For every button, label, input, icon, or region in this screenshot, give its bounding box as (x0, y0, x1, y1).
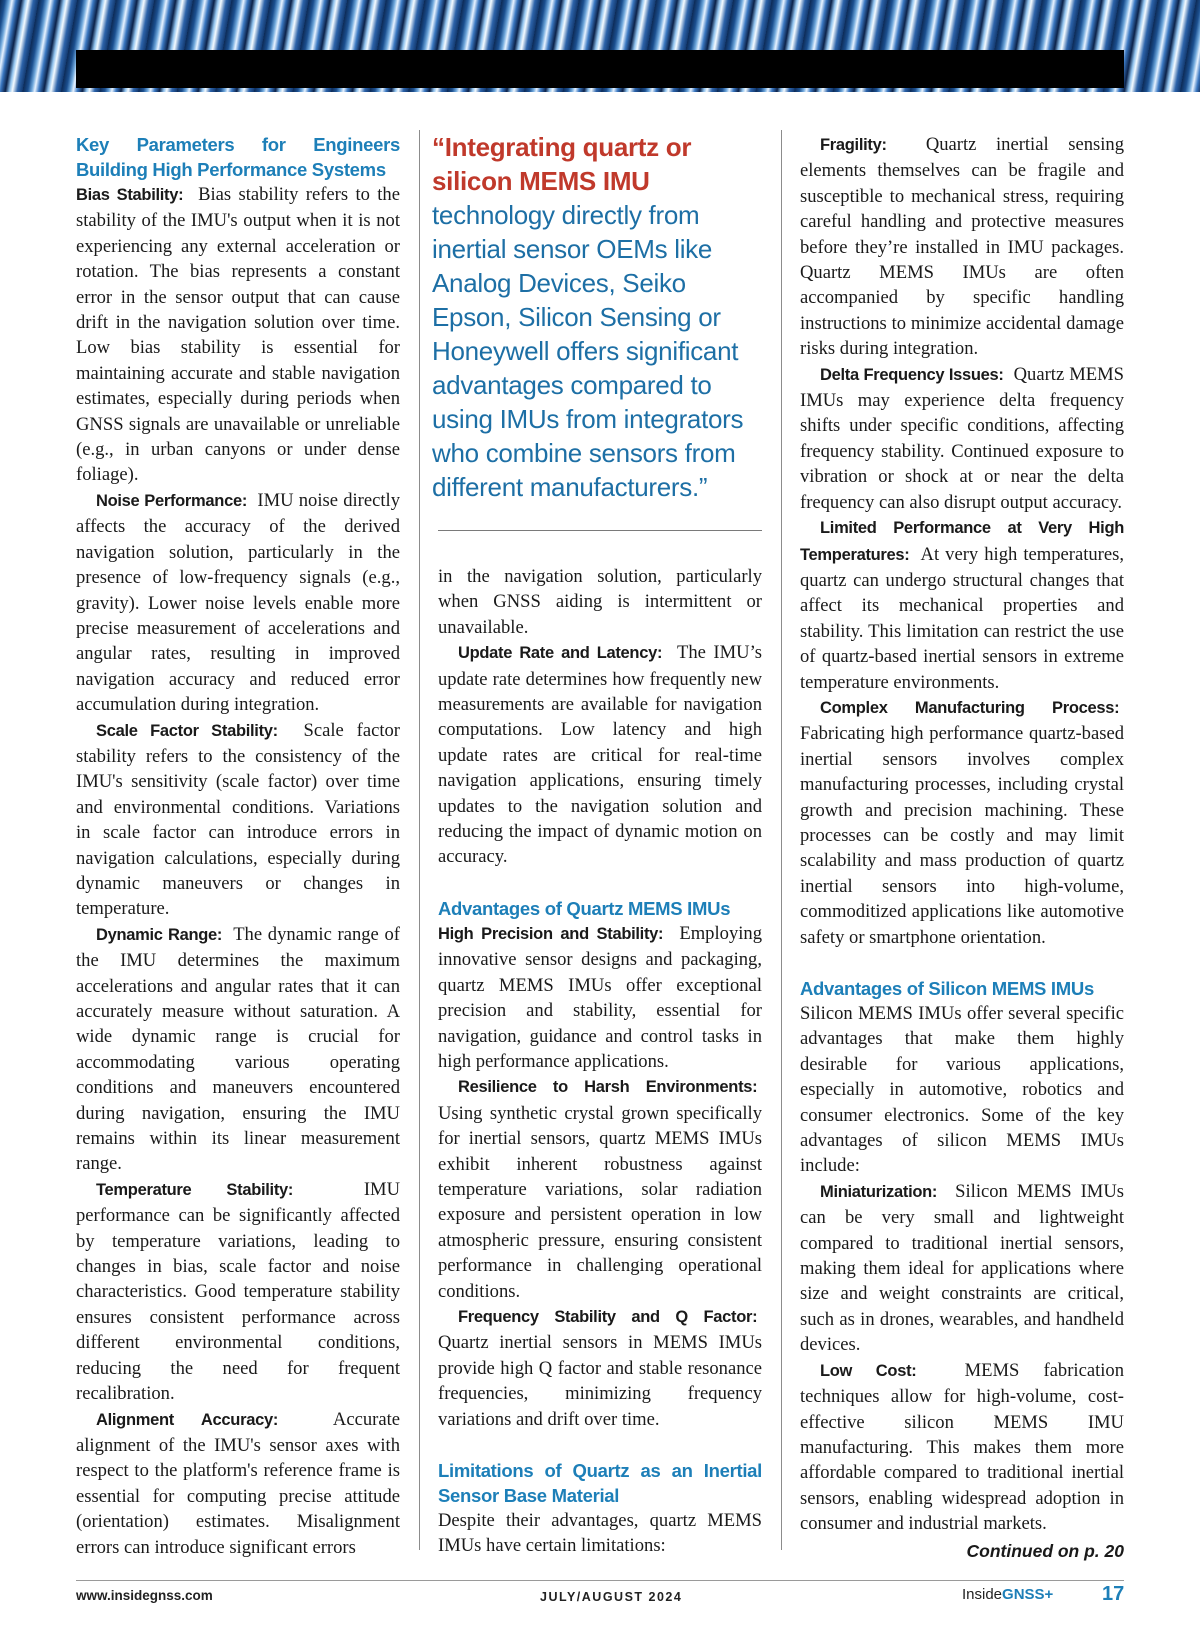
term: Limited Performance at Very High Temperatures: (800, 519, 1124, 564)
paragraph-high-temperatures (800, 515, 1124, 695)
section-heading-quartz-limitations: Limitations of Quartz as an Inertial Sensor Base Material (438, 1460, 762, 1506)
term: Resilience to Harsh Environments: (458, 1078, 758, 1097)
footer-url[interactable]: www.insidegnss.com (76, 1588, 213, 1603)
pull-quote (432, 130, 762, 504)
paragraph-text: Scale factor stability refers to the consistency of the IMU's sensitivity (scale factor) over time and environmental conditions. Variations in scale factor can introduce errors in navigation calculations, especially during dynamic maneuvers or changes in temperature. (76, 719, 400, 920)
term: Update Rate and Latency: (458, 644, 663, 663)
paragraph-text: The IMU’s update rate determines how frequently new measurements are available for navigation computations. Low latency and high update rates are critical for real-time navigation applications, ensuring timely updates to the navigation solution and reducing the impact of dynamic motion on accuracy. (438, 642, 762, 868)
paragraph-text: MEMS fabrication techniques allow for high-volume, cost-effective silicon MEMS IMU manufacturing. This makes them more affordable compared to traditional inertial sensors, enabling widespread adoption in consumer and industrial markets. (800, 1359, 1124, 1535)
term: Delta Frequency Issues: (820, 365, 1004, 384)
section-heading-silicon-advantages: Advantages of Silicon MEMS IMUs (800, 978, 1094, 999)
term: Scale Factor Stability: (96, 721, 278, 740)
pull-quote-rest: technology directly from inertial sensor OEMs like Analog Devices, Seiko Epson, Silicon Sensing or Honeywell offers significant advantages compared to using IMUs from integrators who combine sensors from different manufacturers.” (432, 200, 744, 502)
paragraph-high-precision (438, 921, 762, 1074)
paragraph-text: Fabricating high performance quartz-based inertial sensors involves complex manufacturing processes, including crystal growth and precision machining. These processes can be costly and may limit scalability and mass production of quartz inertial sensors into high-volume, commoditized applications like automotive safety or smartphone orientation. (800, 723, 1124, 948)
paragraph-text: At very high temperatures, quartz can undergo structural changes that affect its mechanical properties and stability. This limitation can restrict the use of quartz-based inertial sensors in extreme temperature environments. (800, 543, 1124, 693)
paragraph-text: Quartz inertial sensors in MEMS IMUs provide high Q factor and stable resonance frequencies, minimizing frequency variations and drift over time. (438, 1332, 762, 1430)
paragraph-text: Quartz inertial sensing elements themselves can be fragile and susceptible to mechanical stress, requiring careful handling and protective measures before they’re installed in IMU packages. Quartz MEMS IMUs are often accompanied by specific handling instructions to minimize accidental damage risks during integration. (800, 134, 1124, 360)
brand-gnss: GNSS+ (1002, 1586, 1054, 1603)
term: Complex Manufacturing Process: (820, 698, 1120, 717)
pull-quote-lead: “Integrating quartz or silicon MEMS IMU (432, 132, 692, 196)
paragraph-delta-frequency (800, 362, 1124, 515)
paragraph-temperature-stability (76, 1177, 400, 1407)
section-heading-key-parameters: Key Parameters for Engineers Building High Performance Systems (76, 134, 400, 180)
paragraph-manufacturing (800, 695, 1124, 950)
paragraph-text: IMU noise directly affects the accuracy of the derived navigation solution, particularly in the presence of low-frequency signals (e.g., gravity). Lower noise levels enable more precise measurement of accelerations and angular rates, resulting in improved navigation accuracy and reduced error accumulation during integration. (76, 489, 400, 716)
brand-inside: Inside (962, 1586, 1003, 1603)
term: Temperature Stability: (96, 1180, 294, 1199)
column-2 (438, 564, 762, 1559)
paragraph-dynamic-range (76, 922, 400, 1177)
paragraph-miniaturization (800, 1179, 1124, 1358)
header-black-bar (76, 50, 1124, 88)
paragraph-bias-stability (76, 182, 400, 488)
term: Miniaturization: (820, 1182, 938, 1201)
paragraph-resilience (438, 1074, 762, 1304)
term: Dynamic Range: (96, 925, 223, 944)
section-heading-quartz-advantages: Advantages of Quartz MEMS IMUs (438, 897, 731, 919)
paragraph-frequency-stability (438, 1304, 762, 1432)
footer-brand (962, 1586, 1053, 1603)
paragraph-continuation: in the navigation solution, particularly when GNSS aiding is intermittent or unavailable. (438, 566, 762, 638)
paragraph-silicon-intro: Silicon MEMS IMUs offer several specific advantages that make them highly desirable for various applications, especially in automotive, robotics and consumer electronics. Some of the key advantages of silicon MEMS IMUs include: (800, 1003, 1124, 1177)
term: Frequency Stability and Q Factor: (458, 1307, 758, 1326)
paragraph-low-cost (800, 1358, 1124, 1537)
column-rule-left (419, 130, 420, 1550)
paragraph-text: Bias stability refers to the stability of the IMU's output when it is not experiencing any external acceleration or rotation. The bias represents a constant error in the sensor output that can cause drift in the navigation solution over time. Low bias stability is essential for maintaining accurate and stable navigation estimates, especially during periods when GNSS signals are unavailable or unreliable (e.g., in urban canyons or under dense foliage). (76, 184, 400, 486)
footer-issue-date: JULY/AUGUST 2024 (540, 1590, 683, 1604)
paragraph-fragility (800, 132, 1124, 362)
term: Fragility: (820, 136, 887, 154)
paragraph-text: Employing innovative sensor designs and packaging, quartz MEMS IMUs offer exceptional precision and stability, essential for navigation, guidance and control tasks in high performance applications. (438, 922, 762, 1072)
paragraph-alignment-accuracy (76, 1407, 400, 1560)
paragraph-update-rate (438, 640, 762, 870)
term: Low Cost: (820, 1361, 917, 1380)
paragraph-scale-factor (76, 718, 400, 922)
paragraph-text: The dynamic range of the IMU determines the maximum accelerations and angular rates that it can accurately measure without saturation. A wide dynamic range is crucial for accommodating various operating conditions and maneuvers encountered during navigation, ensuring the IMU remains within its linear measurement range. (76, 923, 400, 1175)
term: Bias Stability: (76, 186, 184, 204)
footer-rule (76, 1580, 1124, 1581)
paragraph-text: Silicon MEMS IMUs can be very small and lightweight compared to traditional inertial sensors, making them ideal for applications where size and weight constraints are critical, such as in drones, wearables, and handheld devices. (800, 1180, 1125, 1356)
column-rule-right (781, 130, 782, 1550)
paragraph-text: IMU performance can be significantly affected by temperature variations, leading to changes in bias, scale factor and noise characteristics. Good temperature stability ensures consistent performance across different environmental conditions, reducing the need for frequent recalibration. (76, 1178, 400, 1405)
paragraph-text: Using synthetic crystal grown specifically for inertial sensors, quartz MEMS IMUs exhibit inherent robustness against temperature variations, solar radiation exposure and persistent operation in low atmospheric pressure, ensuring consistent performance in challenging operational conditions. (438, 1102, 762, 1302)
continued-link[interactable]: Continued on p. 20 (966, 1540, 1124, 1561)
term: Alignment Accuracy: (96, 1410, 279, 1429)
paragraph-noise-performance (76, 488, 400, 718)
page-number: 17 (1102, 1583, 1125, 1605)
column-1 (76, 132, 400, 1560)
pull-quote-rule (438, 530, 762, 531)
term: Noise Performance: (96, 491, 248, 510)
term: High Precision and Stability: (438, 924, 664, 943)
paragraph-text: Accurate alignment of the IMU's sensor axes with respect to the platform's reference frame is essential for computing precise attitude (orientation) estimates. Misalignment errors can introduce significant errors (76, 1408, 400, 1558)
column-3 (800, 132, 1124, 1564)
paragraph-limitations-intro: Despite their advantages, quartz MEMS IMUs have certain limitations: (438, 1510, 762, 1557)
paragraph-text: Quartz MEMS IMUs may experience delta frequency shifts under specific conditions, affecting frequency stability. Continued exposure to vibration or shock at or near the delta frequency can also disrupt output accuracy. (800, 363, 1124, 513)
